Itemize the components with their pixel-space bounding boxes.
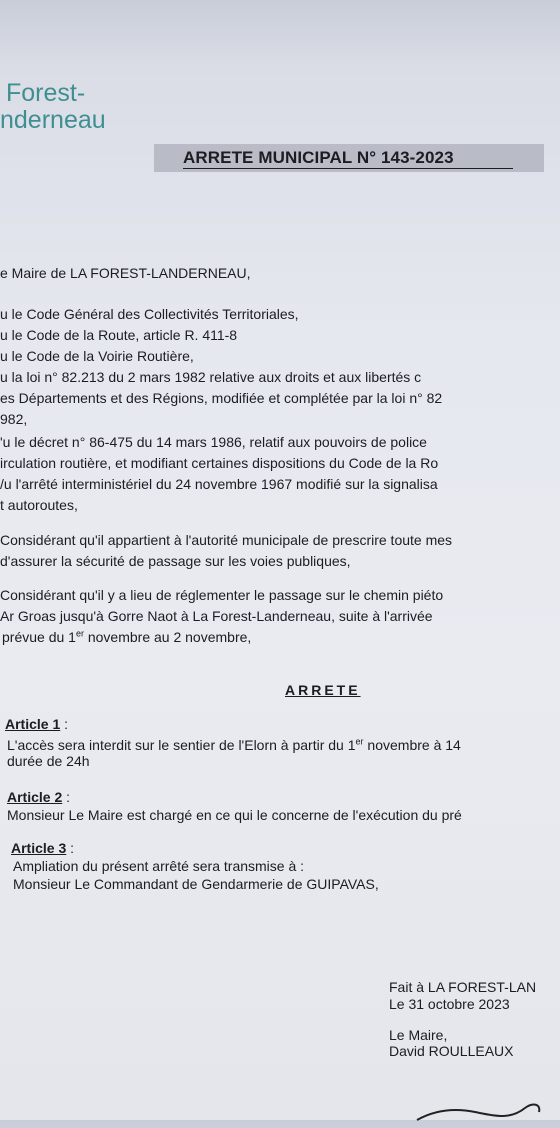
article-2-text: Monsieur Le Maire est chargé en ce qui le concerne de l'exécution du pré	[7, 807, 462, 823]
preamble-line: 982,	[0, 411, 28, 427]
article-1-heading: Article 1 :	[5, 716, 69, 732]
signature-name: David ROULLEAUX	[389, 1043, 514, 1059]
article-1-title: Article 1	[5, 716, 61, 732]
considerant-line: prévue du 1er novembre au 2 novembre,	[2, 628, 252, 645]
signature-place: Fait à LA FOREST-LAN	[389, 979, 537, 995]
considerant-line: Considérant qu'il appartient à l'autorité municipale de prescrire toute mes	[0, 532, 453, 548]
article-3-heading: Article 3 :	[11, 840, 75, 856]
signature-date: Le 31 octobre 2023	[389, 996, 510, 1012]
preamble-line: u le Code de la Voirie Routière,	[0, 348, 194, 364]
preamble-line: u le Code de la Route, article R. 411-8	[0, 327, 238, 343]
article-1-text: durée de 24h	[7, 753, 90, 769]
logo-line-1: Forest-	[6, 79, 86, 107]
preamble-line: t autoroutes,	[0, 497, 78, 513]
preamble-mayor: e Maire de LA FOREST-LANDERNEAU,	[0, 265, 251, 281]
article-3-title: Article 3	[11, 840, 67, 856]
logo-line-2: nderneau	[0, 106, 106, 134]
article-3-text: Monsieur Le Commandant de Gendarmerie de GUIPAVAS,	[13, 876, 379, 892]
article-2-heading: Article 2 :	[7, 789, 71, 805]
handwritten-signature	[415, 1098, 560, 1128]
document-title: ARRETE MUNICIPAL N° 143-2023	[183, 148, 454, 167]
preamble-line: u la loi n° 82.213 du 2 mars 1982 relative aux droits et aux libertés c	[0, 369, 422, 385]
preamble-line: 'u le décret n° 86-475 du 14 mars 1986, relatif aux pouvoirs de police	[0, 434, 427, 450]
title-underline	[183, 168, 513, 169]
arrete-heading: ARRETE	[285, 682, 361, 698]
article-2-title: Article 2	[7, 789, 63, 805]
article-1-text: L'accès sera interdit sur le sentier de l'Elorn à partir du 1er novembre à 14	[7, 736, 461, 753]
preamble-line: /u l'arrêté interministériel du 24 novembre 1967 modifié sur la signalisa	[0, 476, 438, 492]
signature-role: Le Maire,	[389, 1027, 448, 1043]
preamble-line: u le Code Général des Collectivités Territoriales,	[0, 306, 299, 322]
preamble-line: irculation routière, et modifiant certaines dispositions du Code de la Ro	[0, 455, 439, 471]
considerant-line: Ar Groas jusqu'à Gorre Naot à La Forest-Landerneau, suite à l'arrivée	[0, 608, 433, 624]
considerant-line: d'assurer la sécurité de passage sur les voies publiques,	[0, 553, 351, 569]
article-3-text: Ampliation du présent arrêté sera transmise à :	[13, 858, 305, 874]
preamble-line: es Départements et des Régions, modifiée et complétée par la loi n° 82	[0, 390, 443, 406]
considerant-line: Considérant qu'il y a lieu de réglementer le passage sur le chemin piéto	[0, 587, 444, 603]
municipality-logo	[0, 80, 106, 134]
